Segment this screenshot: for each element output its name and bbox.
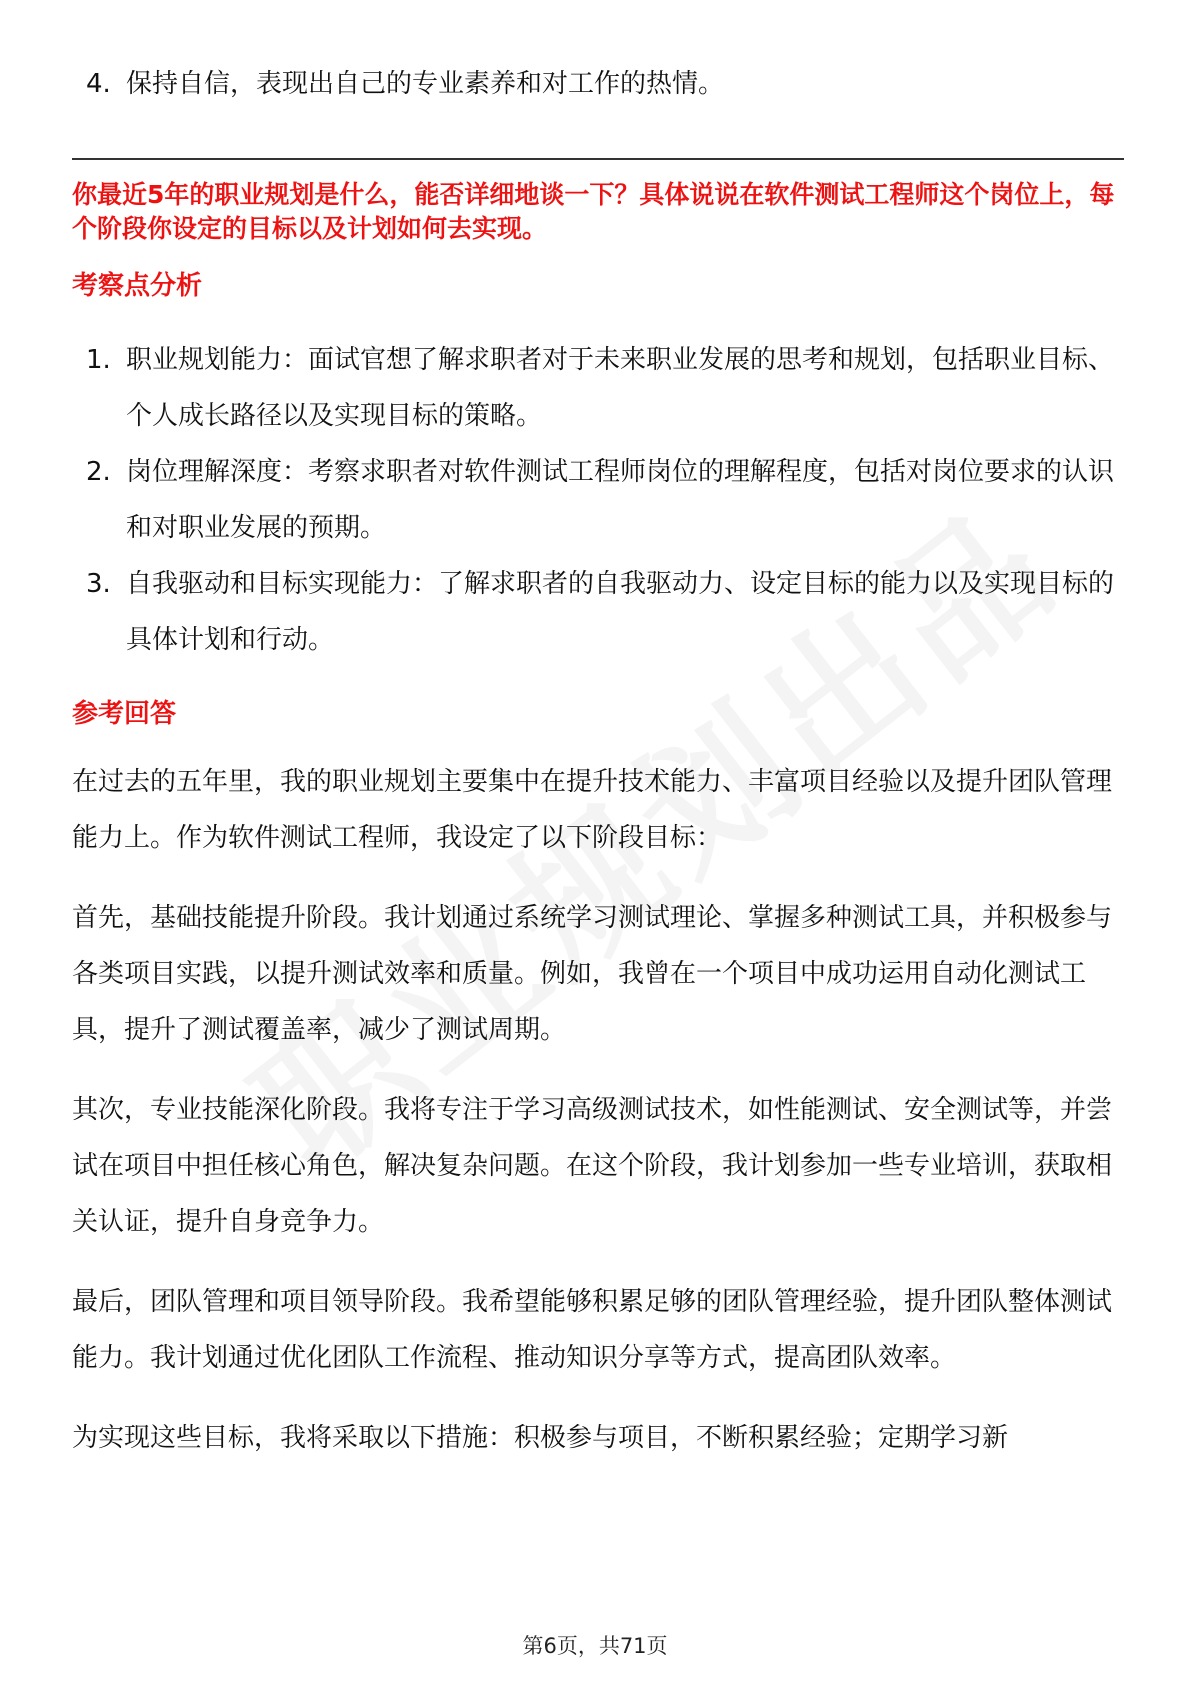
answer-paragraph: 首先，基础技能提升阶段。我计划通过系统学习测试理论、掌握多种测试工具，并积极参与各类项目实践，以提升测试效率和质量。例如，我曾在一个项目中成功运用自动化测试工具，提升了测试覆盖率，减少了测试周期。 xyxy=(72,903,1113,1045)
list-item-number: 3. xyxy=(86,569,111,599)
answer-paragraph: 最后，团队管理和项目领导阶段。我希望能够积累足够的团队管理经验，提升团队整体测试能力。我计划通过优化团队工作流程、推动知识分享等方式，提高团队效率。 xyxy=(72,1287,1113,1373)
list-item-number: 2. xyxy=(86,457,111,487)
answer-paragraph: 其次，专业技能深化阶段。我将专注于学习高级测试技术，如性能测试、安全测试等，并尝试在项目中担任核心角色，解决复杂问题。在这个阶段，我计划参加一些专业培训，获取相关认证，提升自身竞争力。 xyxy=(72,1095,1113,1237)
page-footer: 第6页，共71页 xyxy=(522,1634,668,1658)
list-item-number: 4. xyxy=(86,69,111,99)
analysis-list xyxy=(72,332,1124,668)
list-item-text: 保持自信，表现出自己的专业素养和对工作的热情。 xyxy=(126,69,725,99)
answer-heading: 参考回答 xyxy=(72,699,177,729)
section-divider xyxy=(72,158,1124,160)
list-item-number: 1. xyxy=(86,345,111,375)
answer-paragraph: 在过去的五年里，我的职业规划主要集中在提升技术能力、丰富项目经验以及提升团队管理能力上。作为软件测试工程师，我设定了以下阶段目标： xyxy=(72,767,1113,853)
list-item xyxy=(72,56,1124,112)
list-item-text: 职业规划能力：面试官想了解求职者对于未来职业发展的思考和规划，包括职业目标、个人成长路径以及实现目标的策略。 xyxy=(126,345,1115,431)
answer-paragraph: 为实现这些目标，我将采取以下措施：积极参与项目，不断积累经验；定期学习新 xyxy=(72,1423,1009,1453)
page-content xyxy=(72,56,1124,1466)
list-item xyxy=(72,556,1124,668)
question-heading: 你最近5年的职业规划是什么，能否详细地谈一下？具体说说在软件测试工程师这个岗位上，每个阶段你设定的目标以及计划如何去实现。 xyxy=(72,180,1115,243)
list-item xyxy=(72,444,1124,556)
list-item-text: 岗位理解深度：考察求职者对软件测试工程师岗位的理解程度，包括对岗位要求的认识和对职业发展的预期。 xyxy=(126,457,1115,543)
list-item-text: 自我驱动和目标实现能力：了解求职者的自我驱动力、设定目标的能力以及实现目标的具体计划和行动。 xyxy=(126,569,1115,655)
analysis-heading: 考察点分析 xyxy=(72,271,203,301)
list-item xyxy=(72,332,1124,444)
